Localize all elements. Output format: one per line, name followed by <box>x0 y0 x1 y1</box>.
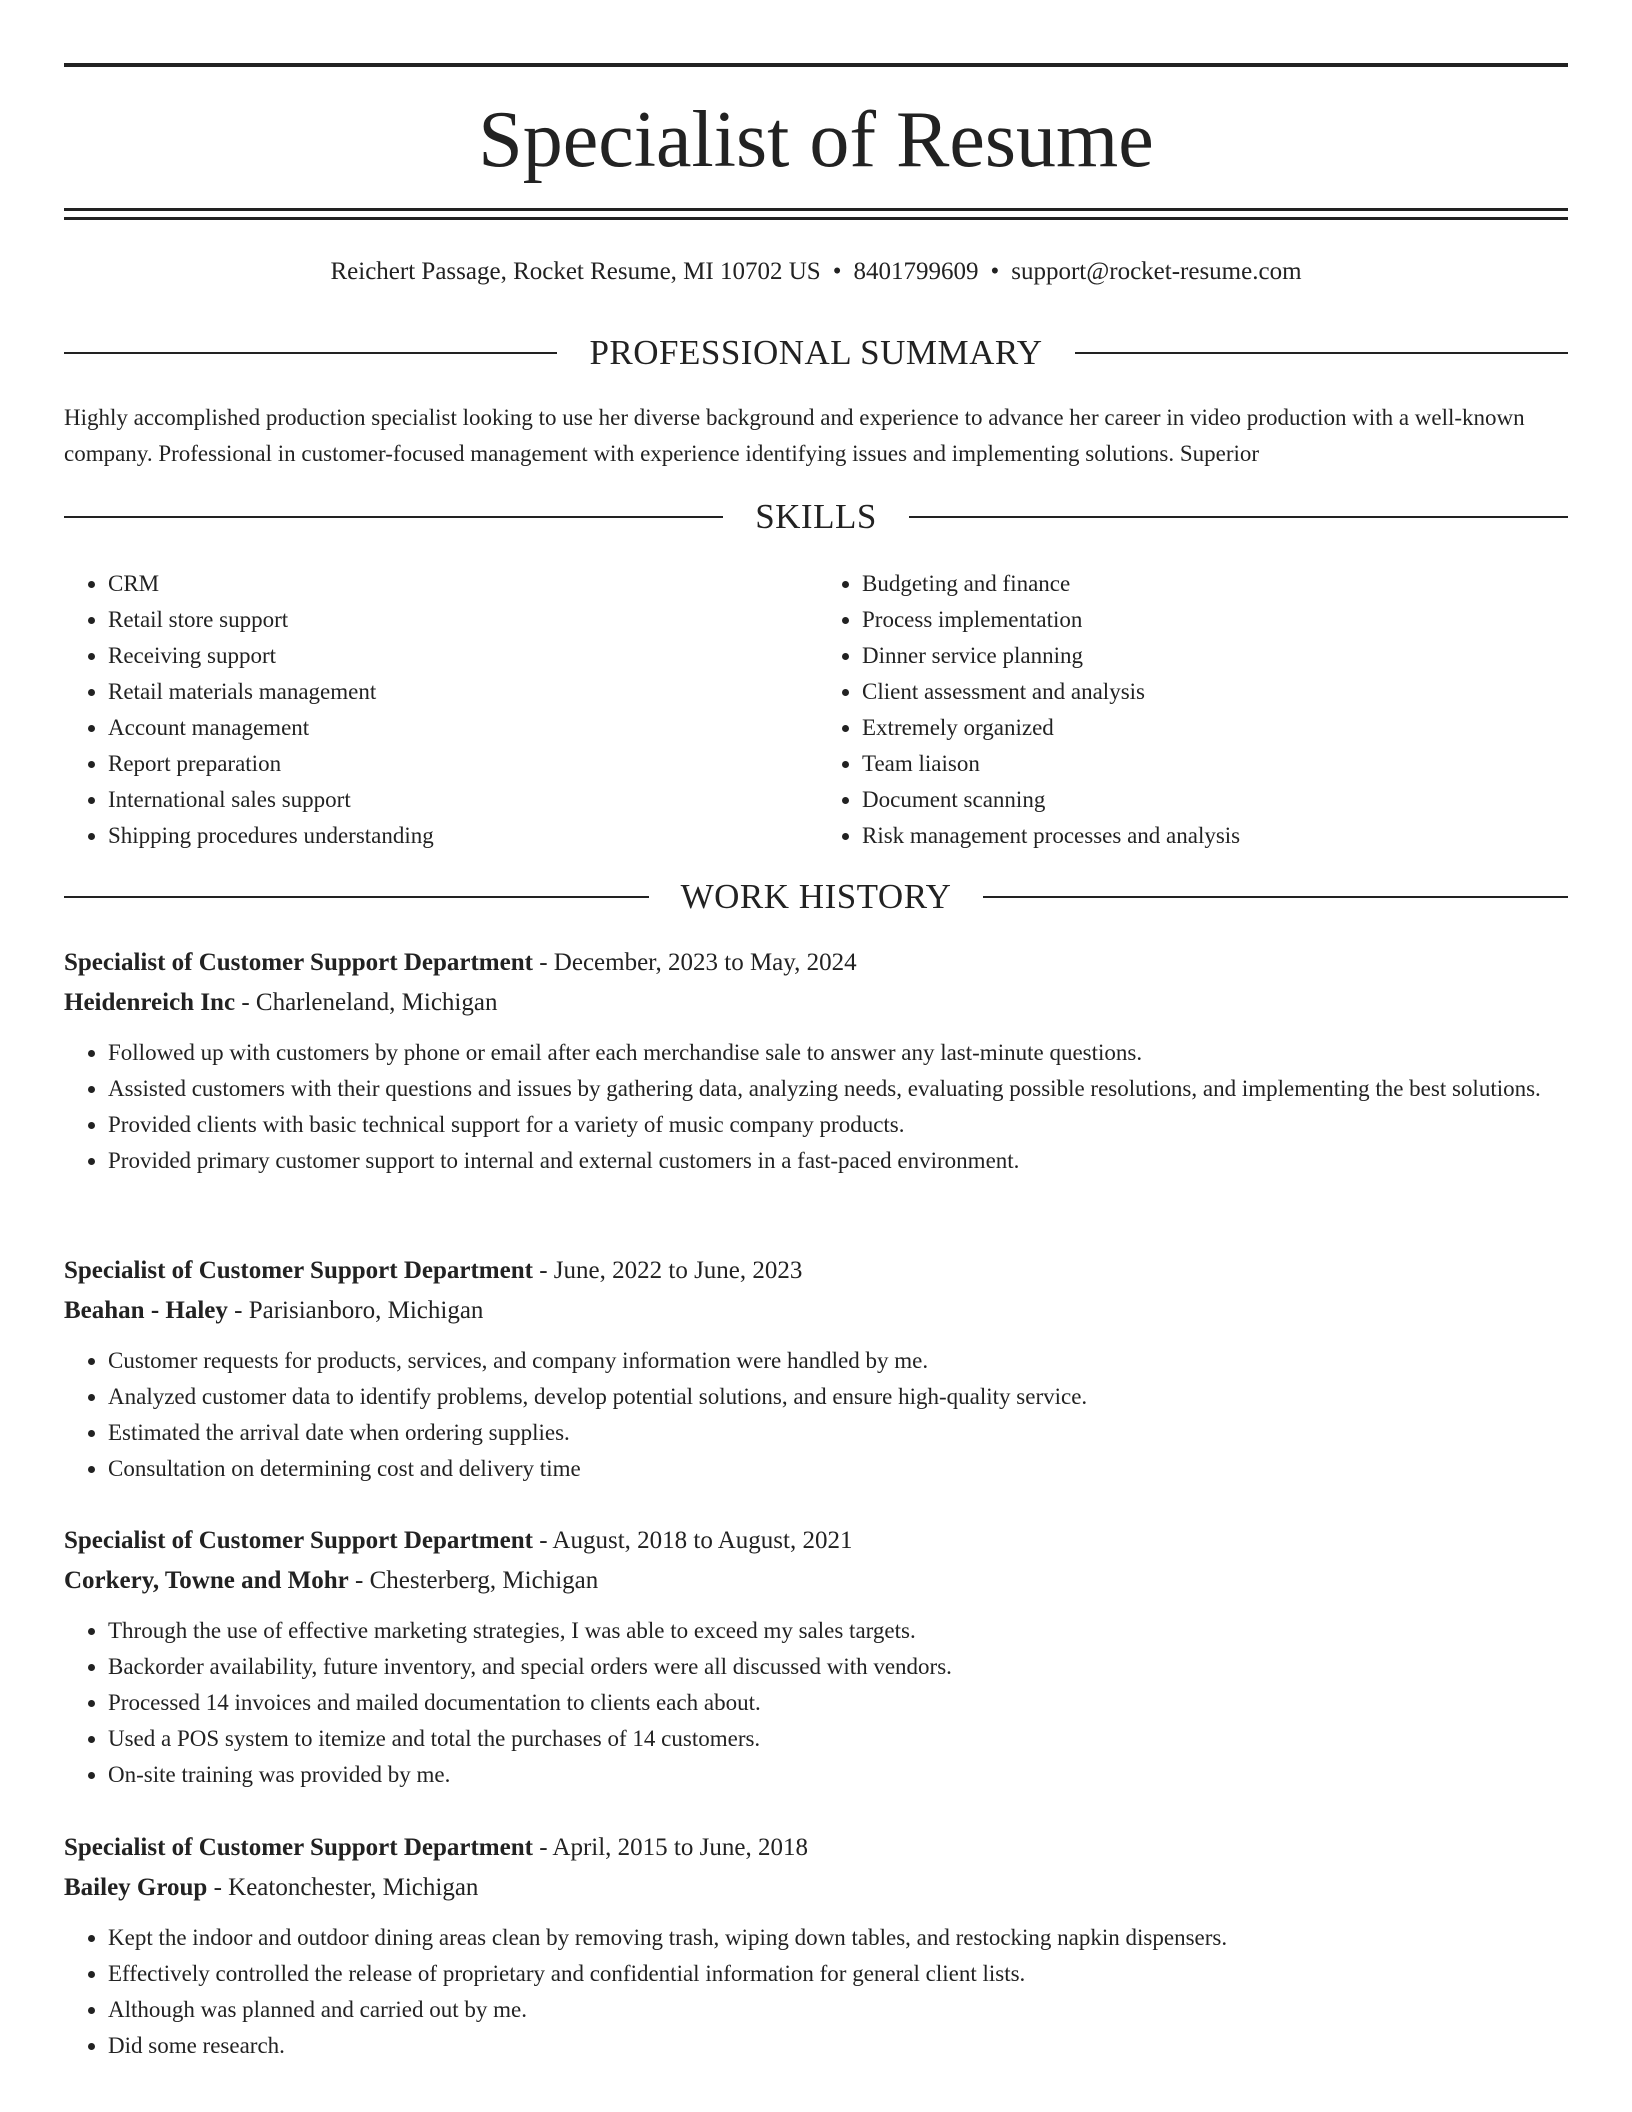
job-bullet: • Although was planned and carried out by me. <box>108 1992 1568 2028</box>
skills-column-left <box>64 566 816 854</box>
skill-item: • Extremely organized <box>862 710 1568 746</box>
job-bullet: • Processed 14 invoices and mailed documentation to clients each about. <box>108 1685 1568 1721</box>
contact-email: support@rocket-resume.com <box>1011 258 1302 285</box>
skills-list <box>64 566 1568 854</box>
job-company-line <box>64 1291 1568 1331</box>
section-title: PROFESSIONAL SUMMARY <box>589 333 1043 372</box>
job-location: - Keatonchester, Michigan <box>207 1874 479 1901</box>
job-bullet: • Provided clients with basic technical support for a variety of music company products. <box>108 1107 1568 1143</box>
skill-item: • Document scanning <box>862 782 1568 818</box>
job-dates: - December, 2023 to May, 2024 <box>532 949 857 976</box>
job-bullet: • Consultation on determining cost and delivery time <box>108 1451 1568 1487</box>
skill-item: • International sales support <box>108 782 816 818</box>
contact-separator: • <box>990 258 1000 285</box>
contact-separator: • <box>832 258 842 285</box>
section-title: WORK HISTORY <box>680 877 952 916</box>
skill-item: • CRM <box>108 566 816 602</box>
job-dates: - August, 2018 to August, 2021 <box>532 1527 853 1554</box>
heading-rule <box>64 516 723 518</box>
job-title-line <box>64 1828 1568 1868</box>
skill-item: • Shipping procedures understanding <box>108 818 816 854</box>
job-title: Specialist of Customer Support Department <box>64 949 533 976</box>
section-heading-skills <box>64 497 1568 537</box>
job-bullet: • Backorder availability, future inventory, and special orders were all discussed with vendors. <box>108 1649 1568 1685</box>
job-location: - Charleneland, Michigan <box>235 989 498 1016</box>
job-bullets <box>64 1343 1568 1487</box>
heading-rule <box>64 896 649 898</box>
job-bullet: • Did some research. <box>108 2028 1568 2064</box>
job-title: Specialist of Customer Support Department <box>64 1834 533 1861</box>
skill-item: • Team liaison <box>862 746 1568 782</box>
job-company-line <box>64 1868 1568 1908</box>
section-title: SKILLS <box>755 497 877 536</box>
job-bullet: • Through the use of effective marketing strategies, I was able to exceed my sales targets. <box>108 1613 1568 1649</box>
job-title-line <box>64 1251 1568 1291</box>
contact-address: Reichert Passage, Rocket Resume, MI 10702 US <box>330 258 821 285</box>
resume-name: Specialist of Resume <box>478 96 1154 184</box>
summary-text: Highly accomplished production specialist looking to use her diverse background and experience to advance her career in video production with a well-known company. Professional in customer-focused management with experience identifying issues and implementing solutions. Superior <box>64 405 1525 466</box>
job-title-line <box>64 1521 1568 1561</box>
skill-item: • Receiving support <box>108 638 816 674</box>
job-dates: - June, 2022 to June, 2023 <box>532 1257 803 1284</box>
job-dates: - April, 2015 to June, 2018 <box>532 1834 808 1861</box>
job-location: - Parisianboro, Michigan <box>227 1297 484 1324</box>
job-company-line <box>64 1561 1568 1601</box>
skill-item: • Budgeting and finance <box>862 566 1568 602</box>
job-company: Beahan - Haley <box>64 1297 228 1324</box>
job-location: - Chesterberg, Michigan <box>348 1567 599 1594</box>
top-rule <box>64 63 1568 67</box>
job-bullet: • Assisted customers with their questions and issues by gathering data, analyzing needs, evaluating possible resolutions, and implementing the best solutions. <box>108 1071 1568 1107</box>
job-title: Specialist of Customer Support Department <box>64 1257 533 1284</box>
section-heading-work <box>64 877 1568 917</box>
job-bullet: • On-site training was provided by me. <box>108 1757 1568 1793</box>
job-bullets <box>64 1613 1568 1793</box>
skill-item: • Account management <box>108 710 816 746</box>
job-title-line <box>64 943 1568 983</box>
section-heading-summary <box>64 333 1568 373</box>
skill-item: • Risk management processes and analysis <box>862 818 1568 854</box>
job-bullets <box>64 1920 1568 2064</box>
contact-phone: 8401799609 <box>853 258 979 285</box>
heading-rule <box>64 352 557 354</box>
job-title: Specialist of Customer Support Department <box>64 1527 533 1554</box>
job-entry <box>64 1251 1568 1487</box>
double-rule <box>64 208 1568 220</box>
job-bullet: • Kept the indoor and outdoor dining areas clean by removing trash, wiping down tables, and restocking napkin dispensers. <box>108 1920 1568 1956</box>
skill-item: • Process implementation <box>862 602 1568 638</box>
contact-line <box>64 256 1568 288</box>
skill-item: • Client assessment and analysis <box>862 674 1568 710</box>
job-bullet: • Estimated the arrival date when ordering supplies. <box>108 1415 1568 1451</box>
job-entry <box>64 943 1568 1179</box>
job-bullet: • Used a POS system to itemize and total the purchases of 14 customers. <box>108 1721 1568 1757</box>
job-bullet: • Analyzed customer data to identify problems, develop potential solutions, and ensure high-quality service. <box>108 1379 1568 1415</box>
skill-item: • Dinner service planning <box>862 638 1568 674</box>
skill-item: • Report preparation <box>108 746 816 782</box>
job-bullet: • Followed up with customers by phone or email after each merchandise sale to answer any last-minute questions. <box>108 1035 1568 1071</box>
job-bullet: • Effectively controlled the release of proprietary and confidential information for general client lists. <box>108 1956 1568 1992</box>
heading-rule <box>1075 352 1568 354</box>
job-bullet: • Customer requests for products, services, and company information were handled by me. <box>108 1343 1568 1379</box>
job-company: Bailey Group <box>64 1874 208 1901</box>
skill-item: • Retail materials management <box>108 674 816 710</box>
skill-item: • Retail store support <box>108 602 816 638</box>
heading-rule <box>983 896 1568 898</box>
job-company-line <box>64 983 1568 1023</box>
job-entry <box>64 1828 1568 2064</box>
skills-column-right <box>816 566 1568 854</box>
job-entry <box>64 1521 1568 1793</box>
heading-rule <box>909 516 1568 518</box>
job-bullet: • Provided primary customer support to internal and external customers in a fast-paced environment. <box>108 1143 1568 1179</box>
job-bullets <box>64 1035 1568 1179</box>
job-company: Corkery, Towne and Mohr <box>64 1567 349 1594</box>
job-company: Heidenreich Inc <box>64 989 236 1016</box>
